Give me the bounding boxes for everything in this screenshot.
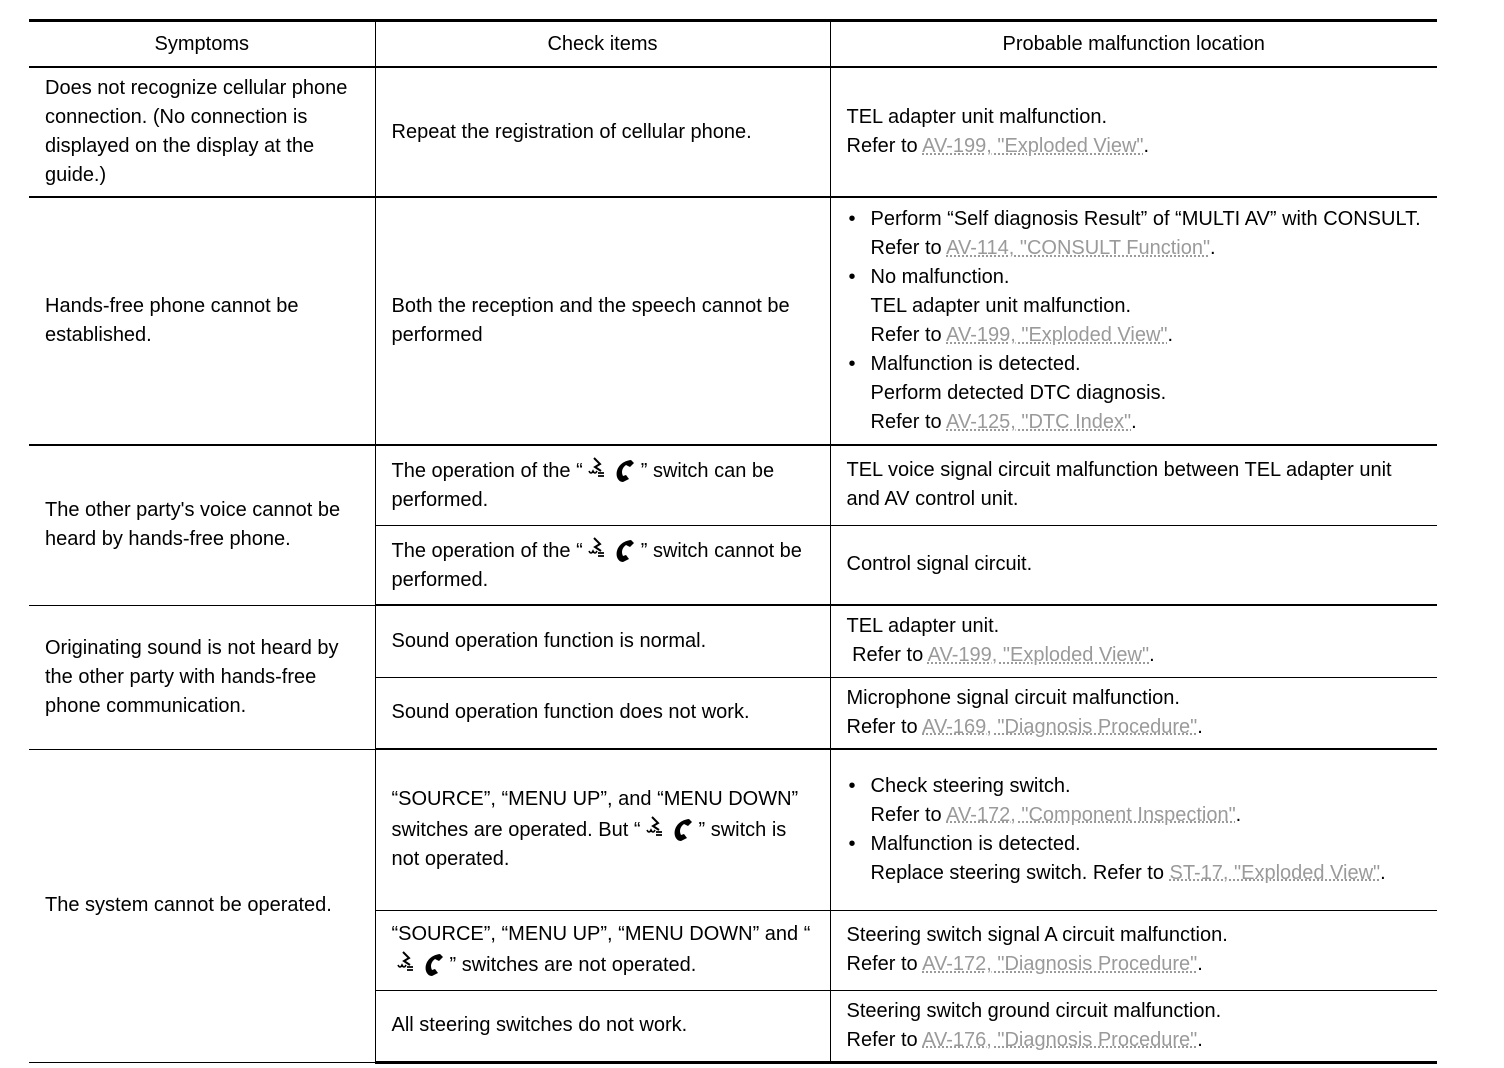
reference-link[interactable]: AV-114, "CONSULT Function" bbox=[946, 237, 1211, 259]
header-check-items: Check items bbox=[375, 21, 830, 68]
symptom-cell: Originating sound is not heard by the other party with hands-free phone communication. bbox=[29, 605, 375, 749]
reference-link[interactable]: AV-172, "Component Inspection" bbox=[946, 803, 1236, 826]
check-text: ” switch is not operated. bbox=[391, 819, 787, 871]
refer-label: Refer to bbox=[846, 135, 918, 157]
header-symptoms: Symptoms bbox=[29, 21, 375, 68]
refer-label: Refer to bbox=[846, 1028, 918, 1051]
bullet-text: Perform detected DTC diagnosis. bbox=[870, 382, 1167, 404]
refer-label: Refer to bbox=[846, 715, 918, 738]
location-cell bbox=[830, 197, 1437, 445]
refer-label: Refer to bbox=[870, 411, 942, 433]
location-cell: Steering switch signal A circuit malfunction. Refer to AV-172, "Diagnosis Procedure". bbox=[830, 910, 1437, 990]
check-text: The operation of the “ bbox=[391, 539, 583, 562]
steering-tel-switch-icon bbox=[645, 814, 695, 842]
header-row bbox=[29, 21, 1437, 68]
location-cell: TEL adapter unit malfunction. Refer to AV-199, "Exploded View". bbox=[830, 67, 1437, 197]
check-cell bbox=[375, 749, 830, 910]
bullet-text: • Malfunction is detected. bbox=[870, 832, 1081, 855]
table-row bbox=[29, 67, 1437, 197]
location-cell bbox=[830, 749, 1437, 910]
refer-label: Refer to bbox=[870, 324, 942, 346]
location-list bbox=[847, 772, 1426, 888]
refer-label: Refer to bbox=[870, 803, 942, 826]
check-cell bbox=[375, 910, 830, 990]
symptom-cell: Does not recognize cellular phone connection. (No connection is displayed on the display at the guide.) bbox=[29, 67, 375, 197]
reference-link[interactable]: ST-17, "Exploded View" bbox=[1169, 861, 1381, 884]
bullet-text: TEL adapter unit malfunction. bbox=[870, 295, 1132, 317]
steering-tel-switch-icon bbox=[587, 455, 637, 483]
list-item: • Check steering switch. Refer to AV-172, "Component Inspection". bbox=[847, 772, 1426, 830]
reference-link[interactable]: AV-176, "Diagnosis Procedure" bbox=[922, 1028, 1198, 1051]
list-item: • No malfunction. TEL adapter unit malfunction. Refer to AV-199, "Exploded View". bbox=[847, 263, 1426, 350]
steering-tel-switch-icon bbox=[587, 535, 637, 563]
table-row bbox=[29, 445, 1437, 525]
reference-link[interactable]: AV-199, "Exploded View" bbox=[922, 135, 1144, 157]
table-row bbox=[29, 749, 1437, 910]
reference-link[interactable]: AV-199, "Exploded View" bbox=[946, 324, 1168, 346]
list-item: • Malfunction is detected. Perform detected DTC diagnosis. Refer to AV-125, "DTC Index". bbox=[847, 350, 1426, 437]
reference-link[interactable]: AV-199, "Exploded View" bbox=[927, 644, 1150, 667]
reference-link[interactable]: AV-172, "Diagnosis Procedure" bbox=[922, 953, 1198, 975]
check-cell: Sound operation function is normal. bbox=[375, 605, 830, 677]
troubleshooting-table bbox=[29, 19, 1437, 1064]
location-text: Steering switch ground circuit malfunction. bbox=[846, 999, 1222, 1022]
check-cell bbox=[375, 445, 830, 525]
bullet-text: Perform “Self diagnosis Result” of “MULTI AV” with CONSULT. Refer to bbox=[870, 208, 1421, 259]
reference-link[interactable]: AV-125, "DTC Index" bbox=[946, 411, 1132, 433]
bullet-text: • No malfunction. bbox=[870, 266, 1010, 288]
symptom-cell: The system cannot be operated. bbox=[29, 749, 375, 1062]
check-cell: All steering switches do not work. bbox=[375, 990, 830, 1062]
reference-link[interactable]: AV-169, "Diagnosis Procedure" bbox=[922, 715, 1198, 738]
table-row bbox=[29, 605, 1437, 677]
header-location: Probable malfunction location bbox=[830, 21, 1437, 68]
list-item: • Perform “Self diagnosis Result” of “MULTI AV” with CONSULT. Refer to AV-114, "CONSULT Function". bbox=[847, 205, 1426, 263]
location-text: Steering switch signal A circuit malfunction. bbox=[846, 924, 1228, 946]
location-cell: TEL adapter unit. Refer to AV-199, "Exploded View". bbox=[830, 605, 1437, 677]
bullet-text: • Malfunction is detected. bbox=[870, 353, 1081, 375]
bullet-text: Replace steering switch. Refer to bbox=[870, 861, 1164, 884]
location-cell: Steering switch ground circuit malfunction. Refer to AV-176, "Diagnosis Procedure". bbox=[830, 990, 1437, 1062]
symptom-cell: The other party's voice cannot be heard by hands-free phone. bbox=[29, 445, 375, 605]
location-text: TEL adapter unit malfunction. bbox=[846, 106, 1108, 128]
check-text: ” switch can be performed. bbox=[391, 460, 775, 512]
table-row bbox=[29, 197, 1437, 445]
check-text: ” switches are not operated. bbox=[449, 954, 697, 976]
refer-label: Refer to bbox=[846, 953, 918, 975]
check-cell: Repeat the registration of cellular phone. bbox=[375, 67, 830, 197]
check-text: The operation of the “ bbox=[391, 460, 583, 483]
check-text: “SOURCE”, “MENU UP”, “MENU DOWN” and “ bbox=[391, 923, 811, 945]
list-item: • Malfunction is detected. Replace steering switch. Refer to ST-17, "Exploded View". bbox=[847, 830, 1426, 888]
symptom-cell: Hands-free phone cannot be established. bbox=[29, 197, 375, 445]
check-cell: Sound operation function does not work. bbox=[375, 677, 830, 749]
location-cell: Control signal circuit. bbox=[830, 525, 1437, 605]
location-list bbox=[847, 205, 1426, 437]
refer-label: Refer to bbox=[852, 644, 924, 667]
steering-tel-switch-icon bbox=[396, 949, 446, 977]
location-text: Microphone signal circuit malfunction. bbox=[846, 686, 1180, 709]
location-text: TEL adapter unit. bbox=[846, 615, 1000, 638]
bullet-text: • Check steering switch. bbox=[870, 774, 1071, 797]
check-text: ” switch cannot be performed. bbox=[391, 539, 802, 591]
check-cell bbox=[375, 525, 830, 605]
check-text: “SOURCE”, “MENU UP”, and “MENU DOWN” switches are operated. But “ bbox=[391, 788, 799, 842]
location-cell: TEL voice signal circuit malfunction between TEL adapter unit and AV control unit. bbox=[830, 445, 1437, 525]
location-cell: Microphone signal circuit malfunction. Refer to AV-169, "Diagnosis Procedure". bbox=[830, 677, 1437, 749]
check-cell: Both the reception and the speech cannot be performed bbox=[375, 197, 830, 445]
